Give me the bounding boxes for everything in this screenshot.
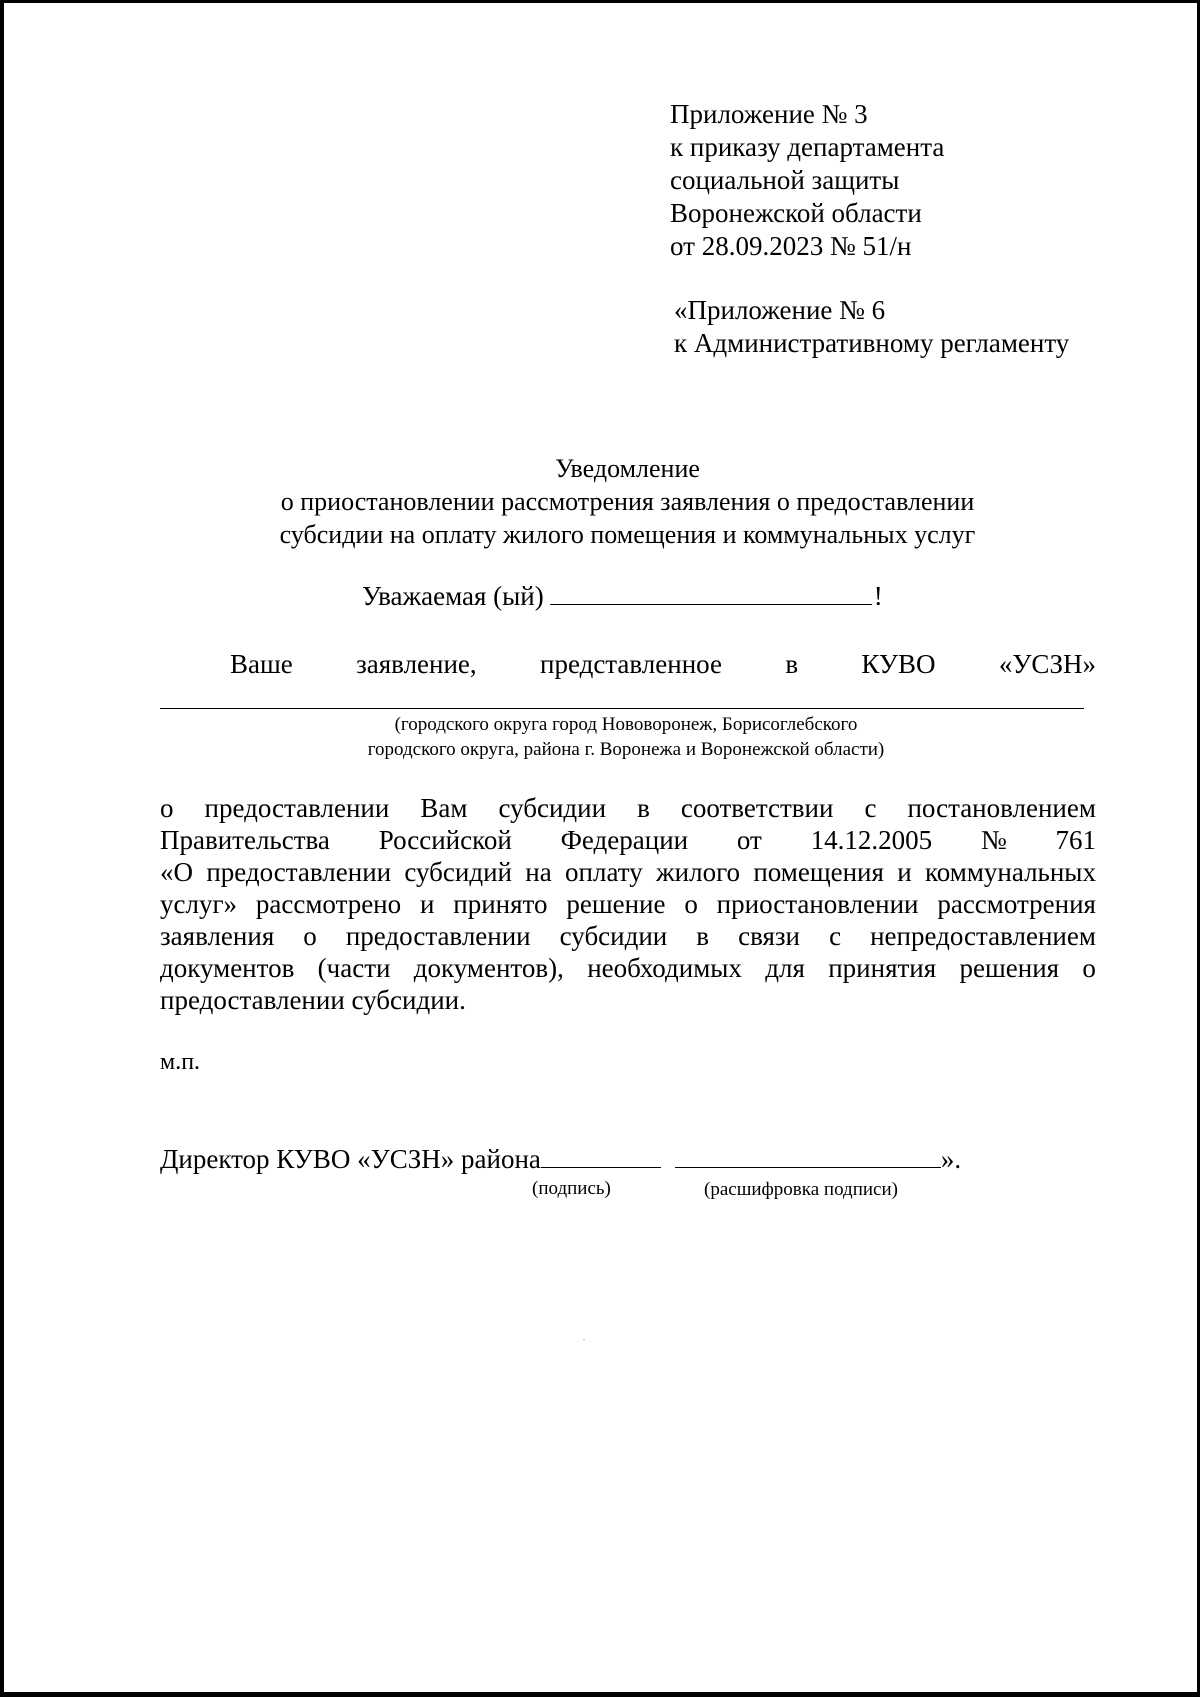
body-word: коммунальных (925, 857, 1096, 887)
body-word: решения (959, 953, 1060, 983)
body-word: рассмотрено (255, 889, 402, 919)
body-word: в (637, 793, 650, 823)
body-line (160, 920, 1096, 952)
annex-line: к Административному регламенту (674, 328, 1070, 358)
body-word: Правительства (160, 825, 330, 855)
body-word: (части (317, 953, 391, 983)
body-word: заявления (160, 921, 275, 951)
statement-word: КУВО (861, 649, 936, 679)
body-word: связи (738, 921, 801, 951)
title-line: о приостановлении рассмотрения заявления о предоставлении (280, 487, 975, 516)
body-word: принято (453, 889, 548, 919)
body-word: предоставлении (345, 921, 531, 951)
addressee-blank (550, 582, 872, 605)
header-line: Приложение № 3 (670, 99, 868, 129)
statement-word: заявление, (356, 649, 477, 679)
body-word: непредоставлением (870, 921, 1096, 951)
body-word: от (736, 825, 762, 855)
body-word: услуг» (160, 889, 238, 919)
annex-reference (674, 294, 1069, 360)
body-word: субсидий (404, 857, 512, 887)
body-word: Российской (378, 825, 512, 855)
body-word: 761 (1055, 825, 1096, 855)
document-title (160, 452, 1095, 551)
body-word: субсидии (498, 793, 607, 823)
body-word: и (897, 857, 912, 887)
note-line: городского округа, района г. Воронежа и Воронежской области) (367, 739, 885, 760)
body-word: предоставлении (204, 793, 390, 823)
body-word: № (980, 825, 1007, 855)
annex-line: «Приложение № 6 (674, 295, 886, 325)
stamp-place-label: м.п. (160, 1049, 201, 1075)
body-line (160, 952, 1096, 984)
body-word: о (303, 921, 317, 951)
body-paragraph (160, 792, 1096, 1016)
body-line: предоставлении субсидии. (160, 985, 466, 1015)
body-line (160, 824, 1096, 856)
signature-line (160, 1143, 961, 1176)
greeting-prefix: Уважаемая (ый) (362, 581, 544, 611)
body-word: помещения (753, 857, 884, 887)
body-word: субсидии (559, 921, 668, 951)
statement-line (160, 648, 1096, 681)
statement-word: Ваше (230, 649, 293, 679)
body-word: «О (160, 857, 193, 887)
body-word: для (765, 953, 805, 983)
body-word: 14.12.2005 (810, 825, 933, 855)
body-word: с (864, 793, 877, 823)
header-line: к приказу департамента (670, 132, 945, 162)
header-line: Воронежской области (670, 198, 922, 228)
body-word: о (684, 889, 698, 919)
statement-word: представленное (540, 649, 722, 679)
body-word: постановлением (907, 793, 1096, 823)
title-line: субсидии на оплату жилого помещения и коммунальных услуг (279, 520, 976, 549)
title-line: Уведомление (555, 454, 700, 483)
body-word: в (696, 921, 710, 951)
body-line (160, 856, 1096, 888)
department-blank-line (160, 708, 1084, 709)
department-note (160, 712, 1092, 762)
signature-label: Директор КУВО «УСЗН» района (160, 1144, 541, 1174)
body-word: приостановлении (716, 889, 919, 919)
body-word: принятия (828, 953, 937, 983)
name-caption: (расшифровка подписи) (704, 1179, 898, 1200)
body-word: необходимых (587, 953, 742, 983)
body-word: и (419, 889, 435, 919)
body-word: с (829, 921, 842, 951)
signature-closing: ». (940, 1144, 962, 1174)
name-blank (675, 1145, 941, 1168)
body-word: на (525, 857, 552, 887)
signature-caption: (подпись) (532, 1178, 611, 1199)
signature-blank (541, 1145, 661, 1168)
body-word: жилого (656, 857, 740, 887)
header-line: социальной защиты (670, 165, 900, 195)
greeting-line (362, 580, 883, 613)
body-line (160, 888, 1096, 920)
body-word: Вам (420, 793, 468, 823)
body-word: соответствии (680, 793, 834, 823)
body-word: решение (566, 889, 666, 919)
scan-speck (583, 1339, 585, 1340)
body-word: оплату (565, 857, 643, 887)
note-line: (городского округа город Нововоронеж, Борисоглебского (394, 714, 858, 735)
body-word: предоставлении (206, 857, 392, 887)
body-word: документов (160, 953, 295, 983)
approval-header (670, 98, 944, 263)
header-line: от 28.09.2023 № 51/н (670, 231, 912, 261)
body-word: рассмотрения (937, 889, 1096, 919)
body-word: документов), (413, 953, 564, 983)
greeting-suffix: ! (873, 581, 883, 611)
statement-word: в (785, 649, 799, 679)
body-line (160, 792, 1096, 824)
body-word: Федерации (560, 825, 689, 855)
body-word: о (160, 793, 174, 823)
statement-word: «УСЗН» (998, 649, 1096, 679)
body-word: о (1082, 953, 1096, 983)
